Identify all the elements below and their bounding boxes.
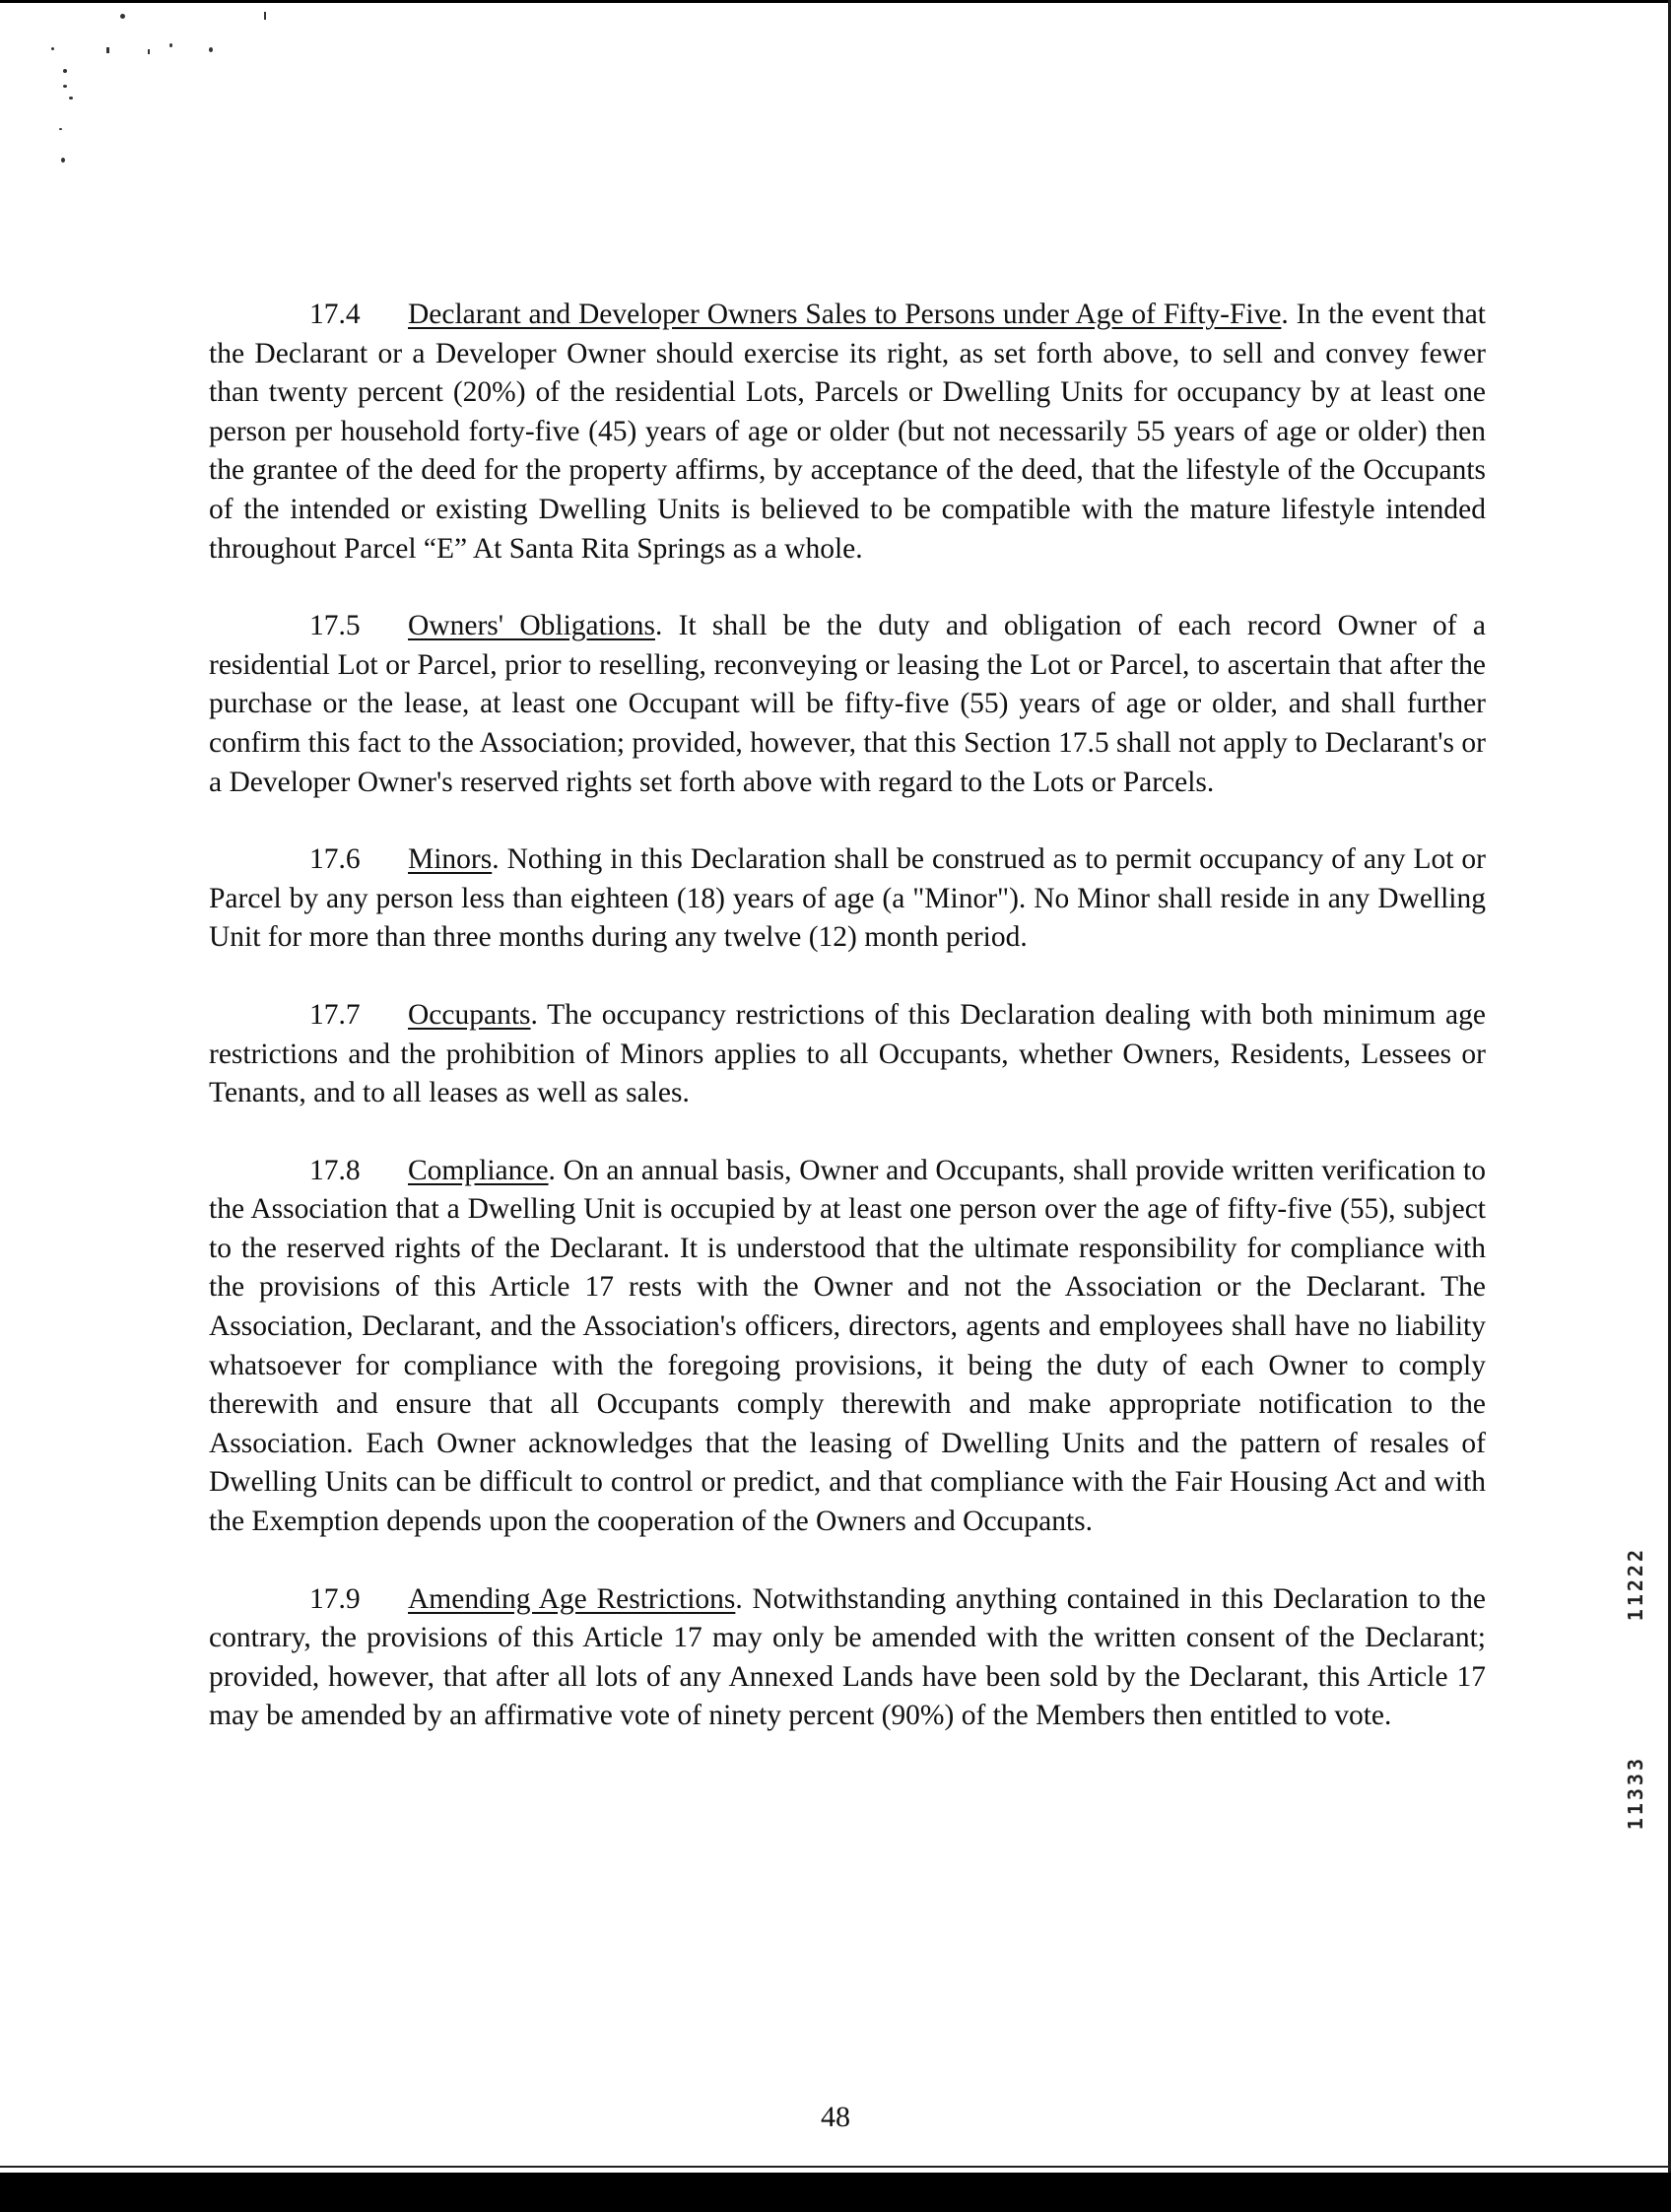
- recording-stamp-upper: 11222: [1624, 1547, 1647, 1622]
- scan-speck: [51, 47, 54, 50]
- article-17-text: [209, 296, 1486, 1775]
- section-body: . Notwithstanding anything contained in this Declaration to the contrary, the provisions of this Article 17 may only be amended with the written consent of the Declarant; provided, however, that after all lots of any Annexed Lands have been sold by the Declarant, this Article 17 may be amended by an affirmative vote of ninety percent (90%) of the Members then entitled to vote.: [209, 1582, 1486, 1732]
- scan-speck: [63, 69, 67, 73]
- page-number: 48: [821, 2101, 850, 2133]
- scan-speck: [148, 49, 150, 54]
- section-number: 17.7: [309, 998, 361, 1031]
- section-17-7: [209, 996, 1486, 1113]
- scan-speck: [61, 158, 65, 163]
- section-17-9: [209, 1580, 1486, 1736]
- section-number: 17.6: [309, 843, 361, 876]
- section-number: 17.5: [309, 610, 361, 642]
- section-body: . In the event that the Declarant or a Developer Owner should exercise its right, as set forth above, to sell and convey fewer than twenty percent (20%) of the residential Lots, Parcels or Dwelling Units for occupancy by at least one person per household forty-five (45) years of age or older (but not necessarily 55 years of age or older) then the grantee of the deed for the property affirms, by acceptance of the deed, that the lifestyle of the Occupants of the intended or existing Dwelling Units is believed to be compatible with the mature lifestyle intended throughout Parcel “E” At Santa Rita Springs as a whole.: [209, 299, 1486, 565]
- scan-speck: [264, 12, 266, 20]
- section-17-5: [209, 607, 1486, 802]
- section-number: 17.4: [309, 299, 361, 330]
- section-body: . On an annual basis, Owner and Occupants, shall provide written verification to the Association that a Dwelling Unit is occupied by at least one person over the age of fifty-five (55), subject to the reserved rights of the Declarant. It is understood that the ultimate responsibility for compliance with the provisions of this Article 17 rests with the Owner and not the Association or the Declarant. The Association, Declarant, and the Association's officers, directors, agents and employees shall have no liability whatsoever for compliance with the foregoing provisions, it being the duty of each Owner to comply therewith and ensure that all Occupants comply therewith and make appropriate notification to the Association. Each Owner acknowledges that the leasing of Dwelling Units and the pattern of resales of Dwelling Units can be difficult to control or predict, and that compliance with the Fair Housing Act and with the Exemption depends upon the cooperation of the Owners and Occupants.: [209, 1154, 1486, 1538]
- scan-speck: [63, 85, 67, 88]
- recording-stamp-lower: 11333: [1624, 1756, 1647, 1831]
- scan-speck: [106, 47, 109, 53]
- scan-bottom-line: [0, 2166, 1671, 2168]
- section-17-8: [209, 1152, 1486, 1542]
- scan-speck: [209, 47, 213, 52]
- section-17-4: [209, 296, 1486, 569]
- scan-speck: [59, 128, 62, 130]
- section-title: Owners' Obligations: [408, 610, 655, 642]
- section-number: 17.8: [309, 1154, 361, 1186]
- section-body: . Nothing in this Declaration shall be construed as to permit occupancy of any Lot or Parcel by any person less than eighteen (18) years of age (a "Minor"). No Minor shall reside in any Dwelling Unit for more than three months during any twelve (12) month period.: [209, 843, 1486, 954]
- section-title: Occupants: [408, 998, 531, 1031]
- section-17-6: [209, 840, 1486, 958]
- section-title: Minors: [408, 843, 493, 876]
- scan-speck: [120, 14, 125, 19]
- section-title: Compliance: [408, 1154, 549, 1186]
- section-number: 17.9: [309, 1582, 361, 1615]
- section-body: . It shall be the duty and obligation of each record Owner of a residential Lot or Parcel, prior to reselling, reconveying or leasing the Lot or Parcel, to ascertain that after the purchase or the lease, at least one Occupant will be fifty-five (55) years of age or older, and shall further confirm this fact to the Association; provided, however, that this Section 17.5 shall not apply to Declarant's or a Developer Owner's reserved rights set forth above with regard to the Lots or Parcels.: [209, 610, 1486, 798]
- section-title: Declarant and Developer Owners Sales to Persons under Age of Fifty-Five: [408, 299, 1282, 330]
- scan-speck: [169, 43, 172, 47]
- section-title: Amending Age Restrictions: [408, 1582, 736, 1615]
- section-body: . The occupancy restrictions of this Declaration dealing with both minimum age restrictions and the prohibition of Minors applies to all Occupants, whether Owners, Residents, Lessees or Tenants, and to all leases as well as sales.: [209, 998, 1486, 1109]
- scan-speck: [69, 97, 73, 100]
- scan-top-border: [0, 0, 1671, 3]
- scan-bottom-border: [0, 2173, 1671, 2212]
